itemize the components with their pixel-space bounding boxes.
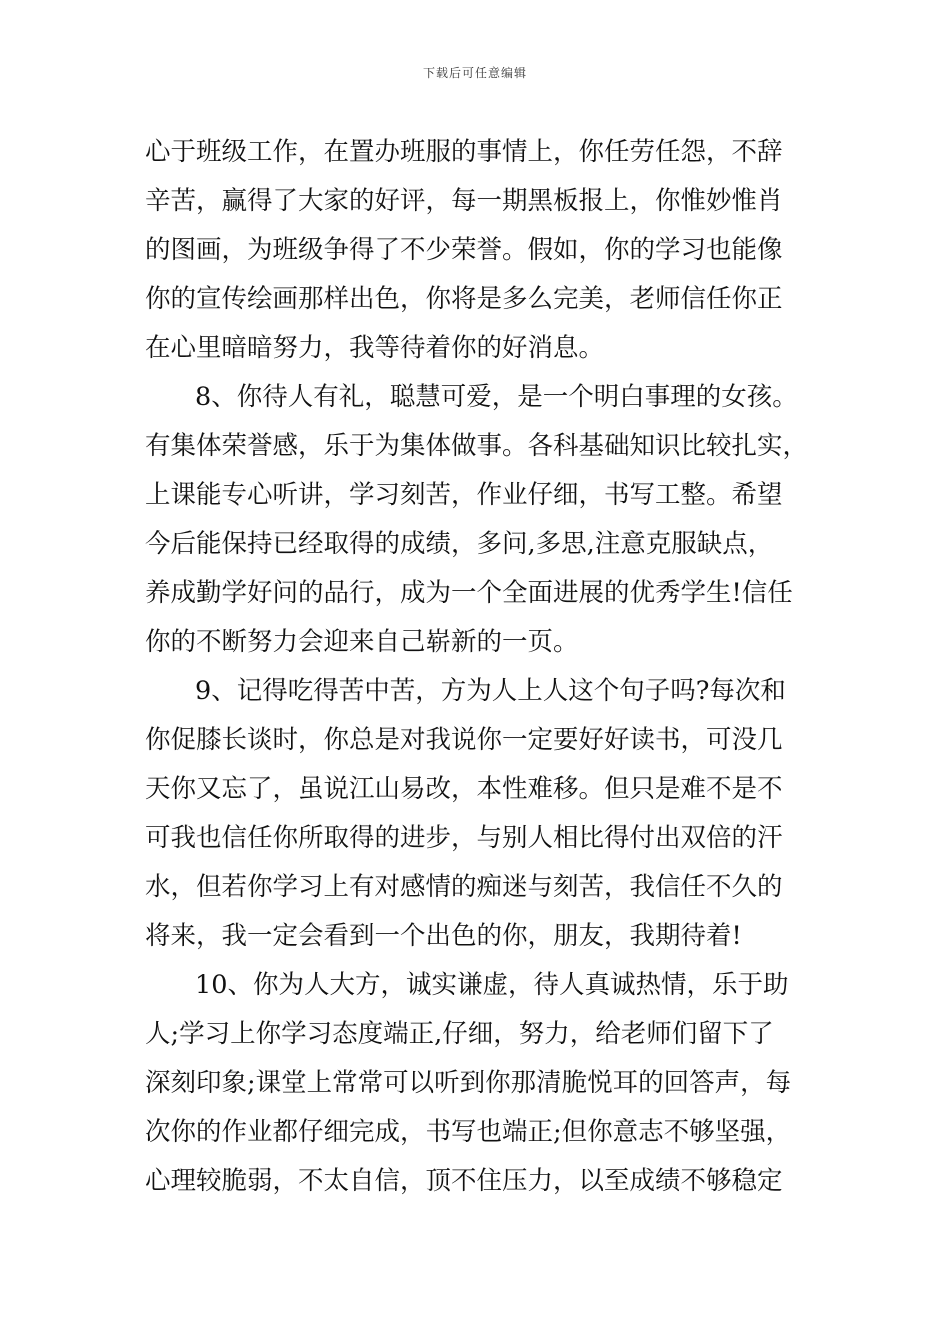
text-line: 你的宣传绘画那样出色，你将是多么完美，老师信任你正 [145, 284, 783, 314]
text-line: 上课能专心听讲，学习刻苦，作业仔细，书写工整。希望 [145, 480, 783, 510]
text-line: 辛苦，赢得了大家的好评，每一期黑板报上，你惟妙惟肖 [145, 186, 783, 216]
text-line: 今后能保持已经取得的成绩，多问,多思,注意克服缺点， [145, 529, 774, 559]
text-line: 有集体荣誉感，乐于为集体做事。各科基础知识比较扎实， [145, 431, 809, 461]
text-line: 你的不断努力会迎来自己崭新的一页。 [145, 627, 579, 657]
paragraph-start-line: 10、你为人大方，诚实谦虚，待人真诚热情，乐于助 [195, 970, 789, 1000]
text-line: 天你又忘了，虽说江山易改，本性难移。但只是难不是不 [145, 774, 783, 804]
text-line: 水，但若你学习上有对感情的痴迷与刻苦，我信任不久的 [145, 872, 783, 902]
text-line: 次你的作业都仔细完成，书写也端正;但你意志不够坚强， [145, 1117, 792, 1147]
paragraph-start-line: 9、记得吃得苦中苦，方为人上人这个句子吗?每次和 [195, 676, 786, 706]
text-line: 你促膝长谈时，你总是对我说你一定要好好读书，可没几 [145, 725, 783, 755]
text-line: 心于班级工作，在置办班服的事情上，你任劳任怨，不辞 [145, 137, 783, 167]
text-line: 在心里暗暗努力，我等待着你的好消息。 [145, 333, 605, 363]
text-line: 将来，我一定会看到一个出色的你，朋友，我期待着! [145, 921, 742, 951]
text-line: 深刻印象;课堂上常常可以听到你那清脆悦耳的回答声，每 [145, 1068, 792, 1098]
document-body [145, 128, 810, 1206]
text-line: 的图画，为班级争得了不少荣誉。假如，你的学习也能像 [145, 235, 783, 265]
paragraph-start-line: 8、你待人有礼，聪慧可爱，是一个明白事理的女孩。 [195, 382, 798, 412]
page-header: 下载后可任意编辑 [422, 66, 527, 80]
text-line: 心理较脆弱，不太自信，顶不住压力，以至成绩不够稳定 [145, 1166, 783, 1196]
text-line: 可我也信任你所取得的进步，与别人相比得付出双倍的汗 [145, 823, 783, 853]
text-line: 人;学习上你学习态度端正,仔细，努力，给老师们留下了 [145, 1019, 774, 1049]
text-line: 养成勤学好问的品行，成为一个全面进展的优秀学生!信任 [145, 578, 793, 608]
